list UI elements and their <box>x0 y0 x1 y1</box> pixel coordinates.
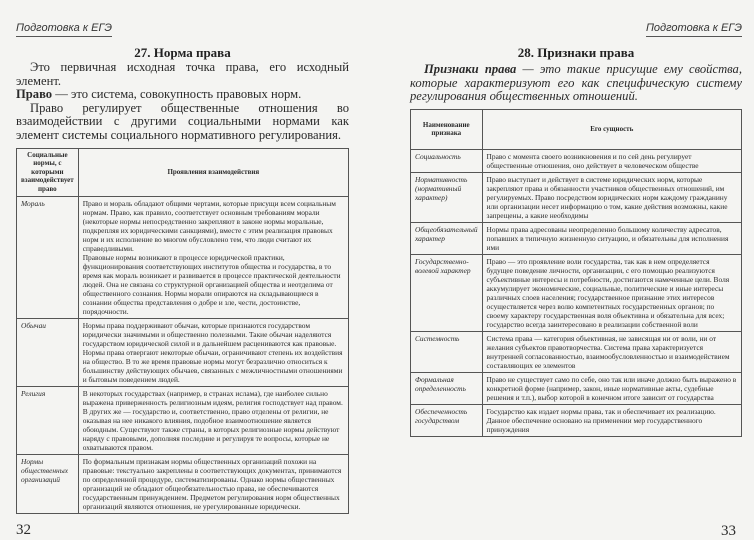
right-page <box>377 0 754 540</box>
definition: — это система, совокупность правовых норм. <box>52 87 302 102</box>
table-row <box>17 454 349 513</box>
row-text: Система права — категория объективная, не зависящая ни от воли, ни от желания субъектов правотворчества. Система права характеризуется внутренней согласованностью, взаимообусловленностью и взаимодействием составляющих ее элементов <box>482 331 741 372</box>
column-header: Наименование признака <box>411 109 483 149</box>
row-name: Обеспеченность государством <box>411 404 483 436</box>
row-text <box>78 196 348 318</box>
definition: — это такие присущие ему свойства, которые характеризуют его как специфическую систему регулирования общественных отношений. <box>410 62 742 104</box>
row-name: Обычаи <box>17 318 79 386</box>
row-text: Государство как издает нормы права, так и обеспечивает их реализацию. Данное обеспечение основано на применении мер государственного принуждения <box>482 404 741 436</box>
table-row <box>411 149 742 172</box>
table-row <box>411 372 742 404</box>
row-name: Формальная определенность <box>411 372 483 404</box>
running-head: Подготовка к ЕГЭ <box>16 22 112 37</box>
table-row <box>411 222 742 254</box>
row-name: Мораль <box>17 196 79 318</box>
row-text: Право с момента своего возникновения и по сей день регулирует общественные отношения, оно действует в человеческом обществе <box>482 149 741 172</box>
row-text: В некоторых государствах (например, в странах ислама), где наиболее сильно выражена приверженность религиозным идеям, религия господствует над правом. В других же — государство и, соответственно, право отделены от религии, не оказывая на нее никакого влияния, подобное взаимоотношение является обоюдным. Существуют также страны, в которых религиозные нормы действуют наряду с правовыми, дополняя последние и регулируя те вопросы, которые не охватываются правом. <box>78 386 348 454</box>
table-row <box>17 386 349 454</box>
page-number: 33 <box>721 523 736 539</box>
row-name: Социальность <box>411 149 483 172</box>
table-row <box>411 172 742 222</box>
table-row <box>17 196 349 318</box>
row-text: По формальным признакам нормы общественных организаций похожи на правовые: текстуально закреплены в соответствующих документах, принимаются по определенной процедуре, систематизированы. Однако нормы общественных организаций не обладают общеобязательностью права, не обеспечиваются государственным принуждением. Предметом регулирования норм общественных организаций являются отношения, не урегулированные юридически. <box>78 454 348 513</box>
norms-table <box>16 148 349 514</box>
row-text: Нормы права адресованы неопределенно большому количеству адресатов, попавших в типичную жизненную ситуацию, и обязательны для исполнения ими <box>482 222 741 254</box>
intro-text <box>16 61 349 143</box>
intro-p <box>410 63 742 104</box>
row-name: Государственно-волевой характер <box>411 254 483 331</box>
row-name: Религия <box>17 386 79 454</box>
row-name: Общеобязательный характер <box>411 222 483 254</box>
intro-text <box>410 63 742 104</box>
table-row <box>411 404 742 436</box>
table-row <box>17 318 349 386</box>
intro-p2 <box>16 88 349 102</box>
row-text-p2: Правовые нормы возникают в процессе юридической практики, функционирования соответствующих институтов общества и государства, в то время как мораль возникает и развивается в процессе практической деятельности людей. Она не связана со структурной организацией общества и неотделима от общественного сознания. Нормы морали опираются на складывающиеся в сознании общества представления о добре и зле, чести, достоинстве, порядочности. <box>82 252 341 316</box>
intro-p1: Это первичная исходная точка права, его исходный элемент. <box>16 60 349 88</box>
row-text: Право — это проявление воли государства, так как в нем определяется будущее поведение личности, организации, с его помощью реализуются субъективные интересы и потребности, достигаются намеченные цели. Воля аккумулирует экономические, социальные, политические и иные интересы различных слоев населения; государственное признание этих интересов осуществляется через волю компетентных государственных органов; по своему характеру государственная воля объективна и обязательна для всех; государство всегда заинтересовано в реализации собственной воли <box>482 254 741 331</box>
row-text: Право выступает и действует в системе юридических норм, которые закрепляют права и обязанности участников общественных отношений, им регулируемых. Право посредством юридических норм каждому гражданину или организации несет информацию о том, какие действия возможны, какие запрещены, а какие необходимы <box>482 172 741 222</box>
row-name: Системность <box>411 331 483 372</box>
section-title: 27. Норма права <box>134 45 231 60</box>
page-number: 32 <box>16 521 31 538</box>
features-table <box>410 109 742 437</box>
row-text-p1: Право и мораль обладают общими чертами, которые присущи всем социальным нормам. Право, как правило, соответствует основным требованиям морали (некоторые нормы непосредственно закрепляют в законе нормы моральные, подкрепляя их юридическими санкциями), вместе с этим реализация правовых норм и их исполнение во многом обусловлено тем, что люди считают их справедливыми. <box>82 198 336 253</box>
intro-p3: Право регулирует общественные отношения во взаимодействии с другими социальными нормами как элемент системы социального нормативного регулирования. <box>16 100 349 142</box>
row-text: Нормы права поддерживают обычаи, которые признаются государством юридически значимыми и общественно полезными. Такие обычаи наделяются государством юридической силой и в дальнейшем расцениваются как правовые. Нормы права отвергают некоторые обычаи, ограничивают степень их воздействия на общество. В то же время правовые нормы могут безразлично относиться к большинству действующих обычаев, связанных с межличностными отношениями и бытовым поведением людей. <box>78 318 348 386</box>
term-bold: Признаки права <box>424 62 517 76</box>
column-header: Социальные нормы, с которыми взаимодействует право <box>17 148 79 196</box>
table-row <box>411 331 742 372</box>
column-header: Проявления взаимодействия <box>78 148 348 196</box>
running-head: Подготовка к ЕГЭ <box>646 22 742 37</box>
section-title: 28. Признаки права <box>517 45 635 60</box>
term-bold: Право <box>16 87 53 102</box>
row-name: Нормы общественных организаций <box>17 454 79 513</box>
column-header: Его сущность <box>482 109 741 149</box>
table-row <box>411 254 742 331</box>
row-name: Нормативность (нормативный характер) <box>411 172 483 222</box>
row-text: Право не существует само по себе, оно так или иначе должно быть выражено в конкретной форме (например, закон, иные нормативные акты, судебные решения и т.п.), выбор которой в конечном итоге зависит от государства <box>482 372 741 404</box>
